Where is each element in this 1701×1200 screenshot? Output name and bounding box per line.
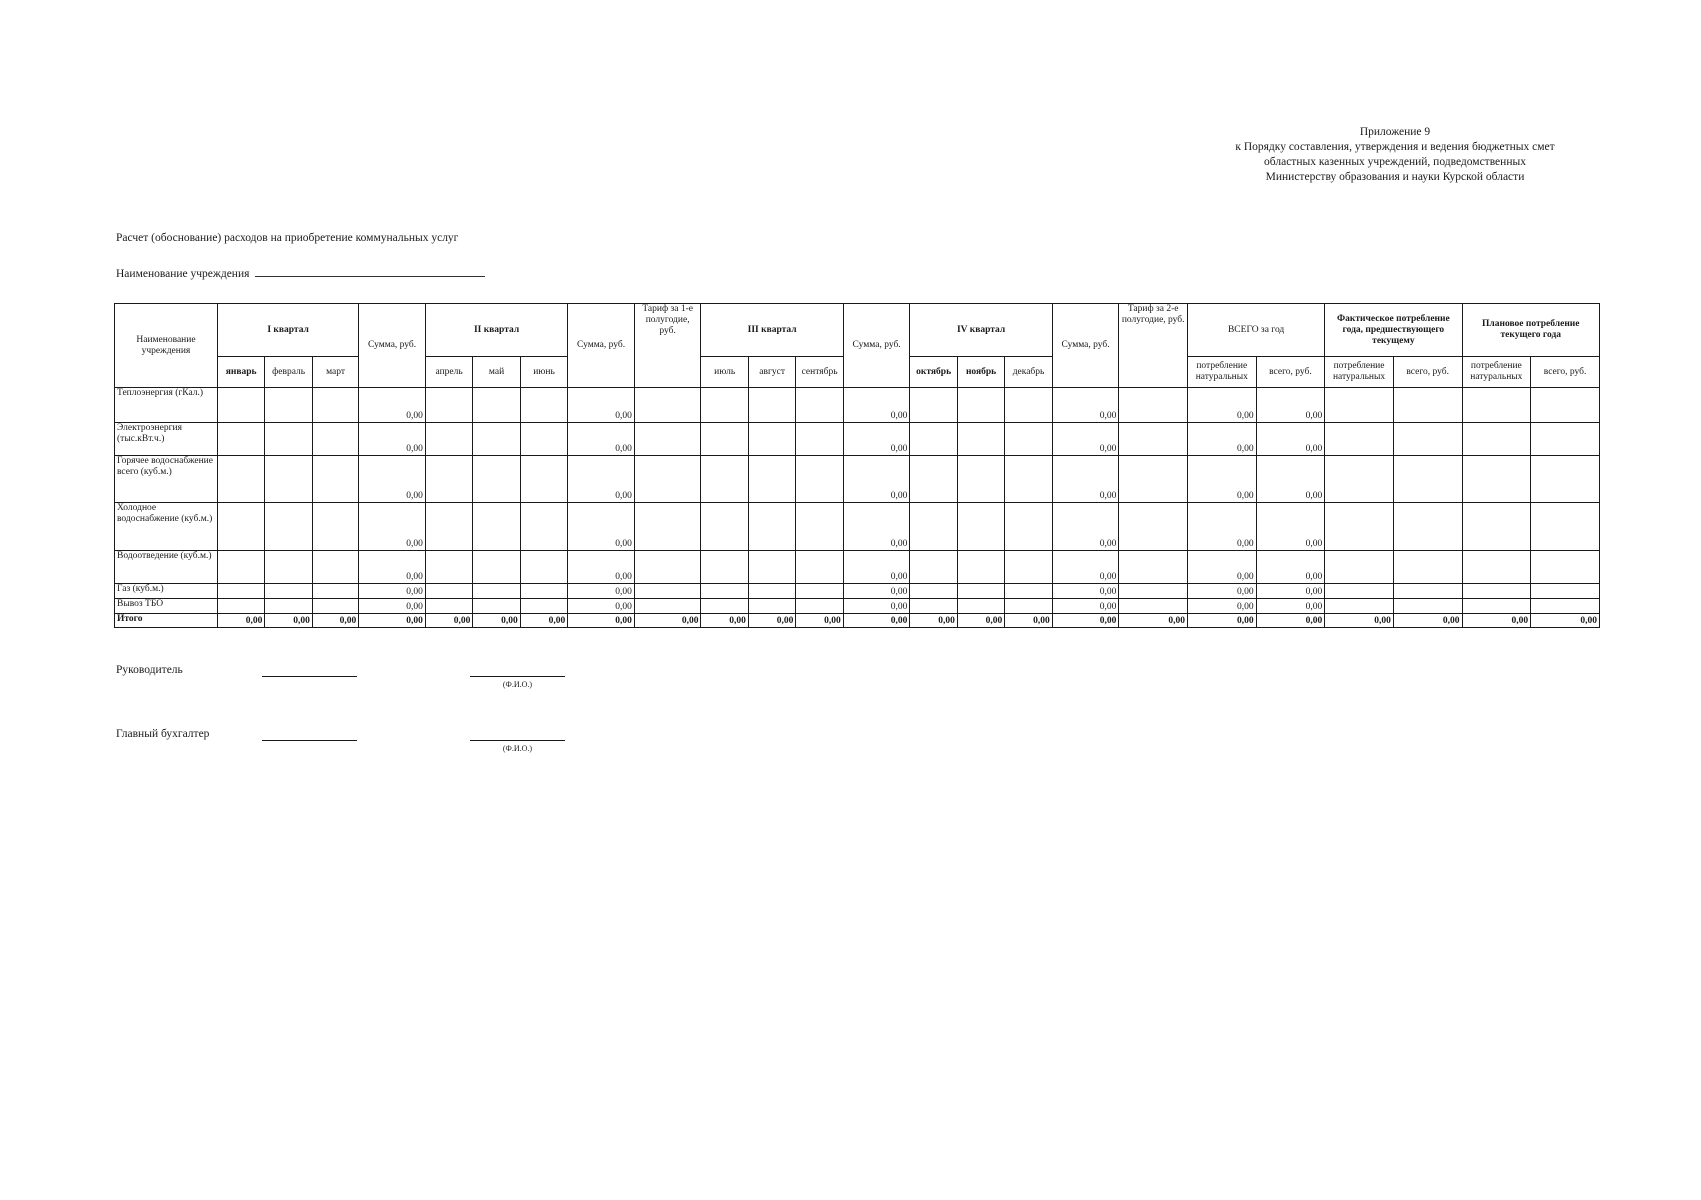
table-cell xyxy=(1005,388,1052,423)
table-cell xyxy=(473,456,520,503)
table-cell xyxy=(634,584,701,599)
table-cell xyxy=(312,584,358,599)
table-cell xyxy=(748,551,795,584)
cell-year-rub: 0,00 xyxy=(1256,456,1325,503)
table-cell xyxy=(217,503,264,551)
table-cell xyxy=(957,503,1004,551)
cell-sum-q4: 0,00 xyxy=(1052,584,1119,599)
table-cell xyxy=(473,503,520,551)
table-cell xyxy=(1393,456,1462,503)
table-cell xyxy=(1005,456,1052,503)
table-cell xyxy=(1325,584,1394,599)
total-cell: 0,00 xyxy=(1119,614,1188,628)
cell-sum-q4: 0,00 xyxy=(1052,599,1119,614)
table-cell xyxy=(634,503,701,551)
appendix-line: Приложение 9 xyxy=(1359,126,1431,138)
table-cell xyxy=(957,584,1004,599)
table-cell xyxy=(1325,551,1394,584)
table-row xyxy=(115,423,1600,456)
cell-year-rub: 0,00 xyxy=(1256,388,1325,423)
table-cell xyxy=(910,599,957,614)
table-row xyxy=(115,388,1600,423)
table-cell xyxy=(265,503,312,551)
accountant-label: Главный бухгалтер xyxy=(116,728,210,740)
table-cell xyxy=(1462,388,1531,423)
header-q3: III квартал xyxy=(701,304,843,357)
document-title: Расчет (обоснование) расходов на приобретение коммунальных услуг xyxy=(116,232,459,244)
table-cell xyxy=(1462,423,1531,456)
table-row xyxy=(115,599,1600,614)
cell-year-rub: 0,00 xyxy=(1256,551,1325,584)
cell-sum-q3: 0,00 xyxy=(843,456,910,503)
appendix-line: областных казенных учреждений, подведомственных xyxy=(1264,156,1526,168)
table-cell xyxy=(1462,584,1531,599)
total-cell: 0,00 xyxy=(748,614,795,628)
table-cell xyxy=(957,599,1004,614)
table-cell xyxy=(425,423,472,456)
cell-sum-q1: 0,00 xyxy=(359,599,426,614)
table-cell xyxy=(748,584,795,599)
table-cell xyxy=(473,388,520,423)
table-cell xyxy=(520,456,567,503)
table-cell xyxy=(1393,551,1462,584)
appendix-line: Министерству образования и науки Курской области xyxy=(1265,171,1525,183)
table-cell xyxy=(1531,551,1600,584)
table-cell xyxy=(957,456,1004,503)
table-cell xyxy=(265,423,312,456)
cell-sum-q1: 0,00 xyxy=(359,388,426,423)
table-cell xyxy=(1005,551,1052,584)
table-cell xyxy=(1325,599,1394,614)
sub-actual-natural: потребление натуральных xyxy=(1325,357,1394,388)
table-cell xyxy=(634,456,701,503)
cell-sum-q1: 0,00 xyxy=(359,503,426,551)
table-cell xyxy=(1005,584,1052,599)
table-cell xyxy=(265,584,312,599)
month-sep: сентябрь xyxy=(796,357,843,388)
month-jul: июль xyxy=(701,357,748,388)
cell-sum-q2: 0,00 xyxy=(568,584,635,599)
cell-sum-q4: 0,00 xyxy=(1052,423,1119,456)
head-label: Руководитель xyxy=(116,664,183,676)
total-cell: 0,00 xyxy=(1187,614,1256,628)
header-q2: II квартал xyxy=(425,304,567,357)
accountant-fio-caption: (Ф.И.О.) xyxy=(502,744,533,753)
table-cell xyxy=(1005,423,1052,456)
table-cell xyxy=(217,584,264,599)
table-cell xyxy=(520,388,567,423)
table-row xyxy=(115,456,1600,503)
table-cell xyxy=(701,423,748,456)
total-cell: 0,00 xyxy=(425,614,472,628)
table-cell xyxy=(796,551,843,584)
table-cell xyxy=(748,599,795,614)
table-cell xyxy=(748,503,795,551)
table-cell xyxy=(1531,423,1600,456)
cell-year-nat: 0,00 xyxy=(1187,388,1256,423)
head-fio-caption: (Ф.И.О.) xyxy=(502,680,533,689)
table-cell xyxy=(796,388,843,423)
table-cell xyxy=(748,388,795,423)
sub-planned-total: всего, руб. xyxy=(1531,357,1600,388)
month-may: май xyxy=(473,357,520,388)
table-cell xyxy=(796,503,843,551)
header-sum-q3: Сумма, руб. xyxy=(843,304,910,388)
total-cell: 0,00 xyxy=(796,614,843,628)
table-cell xyxy=(701,551,748,584)
total-cell: 0,00 xyxy=(910,614,957,628)
header-q1: I квартал xyxy=(217,304,358,357)
appendix-note xyxy=(1180,125,1610,185)
accountant-signature-line[interactable] xyxy=(262,739,357,741)
total-cell: 0,00 xyxy=(634,614,701,628)
cell-sum-q1: 0,00 xyxy=(359,584,426,599)
total-cell: 0,00 xyxy=(1052,614,1119,628)
table-cell xyxy=(520,584,567,599)
month-oct: октябрь xyxy=(910,357,957,388)
row-name: Электроэнергия (тыс.кВт.ч.) xyxy=(115,423,218,456)
total-cell: 0,00 xyxy=(473,614,520,628)
table-cell xyxy=(634,599,701,614)
table-cell xyxy=(312,423,358,456)
utilities-table xyxy=(114,303,1600,628)
accountant-fio-line[interactable] xyxy=(470,739,565,741)
table-cell xyxy=(957,388,1004,423)
cell-sum-q2: 0,00 xyxy=(568,423,635,456)
cell-sum-q4: 0,00 xyxy=(1052,551,1119,584)
table-cell xyxy=(796,456,843,503)
total-cell: 0,00 xyxy=(217,614,264,628)
cell-year-rub: 0,00 xyxy=(1256,503,1325,551)
table-row xyxy=(115,551,1600,584)
cell-sum-q1: 0,00 xyxy=(359,423,426,456)
table-cell xyxy=(701,456,748,503)
row-name: Холодное водоснабжение (куб.м.) xyxy=(115,503,218,551)
header-sum-q2: Сумма, руб. xyxy=(568,304,635,388)
cell-year-nat: 0,00 xyxy=(1187,503,1256,551)
table-cell xyxy=(425,503,472,551)
month-feb: февраль xyxy=(265,357,312,388)
table-cell xyxy=(1462,456,1531,503)
table-cell xyxy=(1005,503,1052,551)
table-cell xyxy=(1393,388,1462,423)
table-cell xyxy=(910,456,957,503)
total-cell: 0,00 xyxy=(843,614,910,628)
cell-sum-q3: 0,00 xyxy=(843,388,910,423)
table-cell xyxy=(473,423,520,456)
cell-sum-q4: 0,00 xyxy=(1052,456,1119,503)
sub-year-natural: потребление натуральных xyxy=(1187,357,1256,388)
table-row xyxy=(115,503,1600,551)
table-cell xyxy=(217,599,264,614)
month-mar: март xyxy=(312,357,358,388)
header-q4: IV квартал xyxy=(910,304,1052,357)
cell-year-rub: 0,00 xyxy=(1256,423,1325,456)
table-cell xyxy=(910,584,957,599)
table-cell xyxy=(425,551,472,584)
table-row xyxy=(115,584,1600,599)
table-cell xyxy=(1393,599,1462,614)
appendix-line: к Порядку составления, утверждения и ведения бюджетных смет xyxy=(1235,141,1555,153)
total-cell: 0,00 xyxy=(1393,614,1462,628)
header-planned: Плановое потребление текущего года xyxy=(1462,304,1599,357)
table-cell xyxy=(217,423,264,456)
sub-actual-total: всего, руб. xyxy=(1393,357,1462,388)
table-cell xyxy=(1325,388,1394,423)
table-cell xyxy=(312,551,358,584)
total-cell: 0,00 xyxy=(568,614,635,628)
table-cell xyxy=(910,423,957,456)
header-total-year: ВСЕГО за год xyxy=(1187,304,1324,357)
cell-year-rub: 0,00 xyxy=(1256,599,1325,614)
cell-sum-q4: 0,00 xyxy=(1052,503,1119,551)
header-sum-q4: Сумма, руб. xyxy=(1052,304,1119,388)
table-cell xyxy=(748,423,795,456)
table-cell xyxy=(425,456,472,503)
table-cell xyxy=(265,456,312,503)
total-cell: 0,00 xyxy=(312,614,358,628)
table-cell xyxy=(910,503,957,551)
table-cell xyxy=(1325,456,1394,503)
table-cell xyxy=(520,503,567,551)
cell-sum-q3: 0,00 xyxy=(843,423,910,456)
table-cell xyxy=(217,456,264,503)
table-cell xyxy=(634,551,701,584)
table-cell xyxy=(1531,456,1600,503)
table-cell xyxy=(748,456,795,503)
table-cell xyxy=(1462,551,1531,584)
table-cell xyxy=(1462,599,1531,614)
cell-sum-q3: 0,00 xyxy=(843,599,910,614)
total-cell: 0,00 xyxy=(1256,614,1325,628)
table-cell xyxy=(1119,456,1188,503)
row-name: Газ (куб.м.) xyxy=(115,584,218,599)
header-sum-q1: Сумма, руб. xyxy=(359,304,426,388)
total-cell: 0,00 xyxy=(701,614,748,628)
table-cell xyxy=(473,584,520,599)
total-cell: 0,00 xyxy=(1325,614,1394,628)
cell-sum-q1: 0,00 xyxy=(359,551,426,584)
table-cell xyxy=(701,584,748,599)
table-cell xyxy=(425,584,472,599)
table-cell xyxy=(1531,584,1600,599)
table-cell xyxy=(520,551,567,584)
table-cell xyxy=(1531,599,1600,614)
table-cell xyxy=(1005,599,1052,614)
sub-year-total: всего, руб. xyxy=(1256,357,1325,388)
total-cell: 0,00 xyxy=(265,614,312,628)
cell-year-nat: 0,00 xyxy=(1187,423,1256,456)
row-name: Горячее водоснабжение всего (куб.м.) xyxy=(115,456,218,503)
table-cell xyxy=(312,503,358,551)
table-cell xyxy=(473,599,520,614)
cell-year-rub: 0,00 xyxy=(1256,584,1325,599)
table-cell xyxy=(796,423,843,456)
table-cell xyxy=(701,388,748,423)
table-cell xyxy=(520,599,567,614)
total-cell: 0,00 xyxy=(957,614,1004,628)
month-jun: июнь xyxy=(520,357,567,388)
cell-sum-q3: 0,00 xyxy=(843,551,910,584)
month-nov: ноябрь xyxy=(957,357,1004,388)
cell-sum-q3: 0,00 xyxy=(843,584,910,599)
total-cell: 0,00 xyxy=(1462,614,1531,628)
table-cell xyxy=(425,599,472,614)
head-signature-line[interactable] xyxy=(262,675,357,677)
cell-sum-q2: 0,00 xyxy=(568,599,635,614)
table-cell xyxy=(634,388,701,423)
table-cell xyxy=(265,599,312,614)
table-cell xyxy=(1325,503,1394,551)
table-cell xyxy=(1393,503,1462,551)
table-cell xyxy=(1119,584,1188,599)
table-cell xyxy=(910,551,957,584)
table-cell xyxy=(1119,503,1188,551)
table-cell xyxy=(1119,388,1188,423)
institution-label: Наименование учреждения xyxy=(116,268,250,280)
cell-year-nat: 0,00 xyxy=(1187,551,1256,584)
month-dec: декабрь xyxy=(1005,357,1052,388)
sub-planned-natural: потребление натуральных xyxy=(1462,357,1531,388)
institution-blank[interactable] xyxy=(255,266,485,277)
cell-year-nat: 0,00 xyxy=(1187,599,1256,614)
month-jan: январь xyxy=(217,357,264,388)
month-aug: август xyxy=(748,357,795,388)
table-cell xyxy=(1393,423,1462,456)
table-cell xyxy=(312,388,358,423)
table-cell xyxy=(1325,423,1394,456)
header-tariff-h2: Тариф за 2-е полугодие, руб. xyxy=(1119,304,1188,388)
cell-sum-q2: 0,00 xyxy=(568,388,635,423)
table-cell xyxy=(796,584,843,599)
table-cell xyxy=(312,599,358,614)
header-tariff-h1: Тариф за 1-е полугодие, руб. xyxy=(634,304,701,388)
table-cell xyxy=(217,388,264,423)
table-cell xyxy=(701,503,748,551)
table-cell xyxy=(634,423,701,456)
table-cell xyxy=(796,599,843,614)
header-actual: Фактическое потребление года, предшествующего текущему xyxy=(1325,304,1462,357)
table-cell xyxy=(425,388,472,423)
table-cell xyxy=(312,456,358,503)
table-body xyxy=(115,388,1600,614)
table-cell xyxy=(957,423,1004,456)
cell-sum-q3: 0,00 xyxy=(843,503,910,551)
table-cell xyxy=(701,599,748,614)
month-apr: апрель xyxy=(425,357,472,388)
total-cell: 0,00 xyxy=(1005,614,1052,628)
cell-year-nat: 0,00 xyxy=(1187,456,1256,503)
cell-sum-q2: 0,00 xyxy=(568,551,635,584)
table-cell xyxy=(265,551,312,584)
table-cell xyxy=(1531,503,1600,551)
total-cell: 0,00 xyxy=(520,614,567,628)
table-cell xyxy=(217,551,264,584)
table-cell xyxy=(1531,388,1600,423)
row-name: Вывоз ТБО xyxy=(115,599,218,614)
cell-sum-q1: 0,00 xyxy=(359,456,426,503)
table-cell xyxy=(910,388,957,423)
table-cell xyxy=(1393,584,1462,599)
table-cell xyxy=(473,551,520,584)
head-fio-line[interactable] xyxy=(470,675,565,677)
table-cell xyxy=(957,551,1004,584)
table-cell xyxy=(1462,503,1531,551)
table-cell xyxy=(1119,599,1188,614)
cell-year-nat: 0,00 xyxy=(1187,584,1256,599)
total-label: Итого xyxy=(115,614,218,628)
row-name: Водоотведение (куб.м.) xyxy=(115,551,218,584)
institution-line xyxy=(116,266,485,280)
cell-sum-q2: 0,00 xyxy=(568,503,635,551)
table-cell xyxy=(265,388,312,423)
cell-sum-q4: 0,00 xyxy=(1052,388,1119,423)
row-name: Теплоэнергия (гКал.) xyxy=(115,388,218,423)
table-cell xyxy=(1119,423,1188,456)
total-cell: 0,00 xyxy=(1531,614,1600,628)
header-name: Наименование учреждения xyxy=(115,304,218,388)
total-cell: 0,00 xyxy=(359,614,426,628)
total-row xyxy=(115,614,1600,628)
table-cell xyxy=(520,423,567,456)
cell-sum-q2: 0,00 xyxy=(568,456,635,503)
table-cell xyxy=(1119,551,1188,584)
